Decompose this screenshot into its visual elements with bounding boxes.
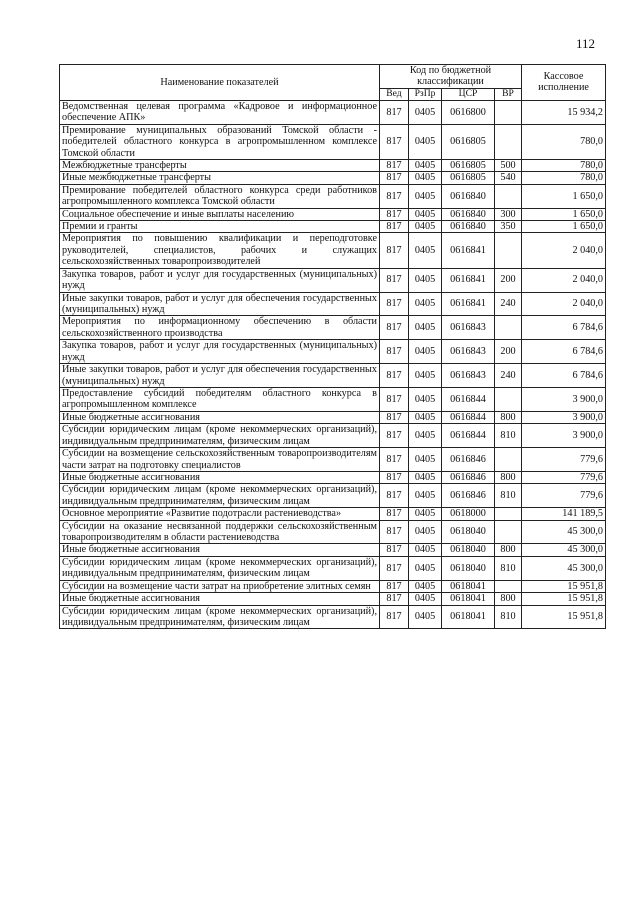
cell-name: Социальное обеспечение и иные выплаты населению [60, 208, 380, 220]
cell-ved: 817 [380, 593, 409, 605]
table-row [60, 184, 606, 208]
cell-rzpr: 0405 [409, 484, 442, 508]
table-row [60, 520, 606, 544]
header-rzpr: РзПр [409, 88, 442, 100]
cell-ved: 817 [380, 340, 409, 364]
cell-vr: 810 [495, 556, 522, 580]
table-row [60, 556, 606, 580]
cell-rzpr: 0405 [409, 100, 442, 124]
table-row [60, 124, 606, 159]
cell-vr [495, 184, 522, 208]
cell-vr [495, 387, 522, 411]
cell-rzpr: 0405 [409, 471, 442, 483]
cell-vr: 800 [495, 471, 522, 483]
cell-csr: 0618000 [442, 508, 495, 520]
cell-vr: 800 [495, 593, 522, 605]
cell-ved: 817 [380, 424, 409, 448]
cell-rzpr: 0405 [409, 316, 442, 340]
cell-csr: 0616844 [442, 387, 495, 411]
header-cash: Кассовое исполнение [522, 65, 606, 101]
cell-ved: 817 [380, 484, 409, 508]
cell-amount: 780,0 [522, 159, 606, 171]
cell-ved: 817 [380, 508, 409, 520]
cell-rzpr: 0405 [409, 159, 442, 171]
cell-csr: 0616841 [442, 292, 495, 316]
cell-name: Предоставление субсидий победителям областного конкурса в агропромышленном комплексе [60, 387, 380, 411]
cell-ved: 817 [380, 124, 409, 159]
cell-rzpr: 0405 [409, 411, 442, 423]
cell-amount: 780,0 [522, 172, 606, 184]
cell-csr: 0616843 [442, 316, 495, 340]
cell-amount: 6 784,6 [522, 364, 606, 388]
cell-rzpr: 0405 [409, 184, 442, 208]
table-row [60, 508, 606, 520]
cell-ved: 817 [380, 184, 409, 208]
cell-vr: 810 [495, 484, 522, 508]
table-row [60, 484, 606, 508]
cell-name: Иные бюджетные ассигнования [60, 471, 380, 483]
table-row [60, 605, 606, 629]
cell-vr: 300 [495, 208, 522, 220]
table-row [60, 411, 606, 423]
cell-rzpr: 0405 [409, 424, 442, 448]
cell-vr: 350 [495, 221, 522, 233]
cell-ved: 817 [380, 544, 409, 556]
cell-ved: 817 [380, 221, 409, 233]
cell-amount: 15 951,8 [522, 580, 606, 592]
cell-vr: 810 [495, 424, 522, 448]
cell-name: Мероприятия по информационному обеспечению в области сельскохозяйственного производства [60, 316, 380, 340]
table-row [60, 221, 606, 233]
header-vr: ВР [495, 88, 522, 100]
table-row [60, 471, 606, 483]
cell-ved: 817 [380, 172, 409, 184]
table-row [60, 593, 606, 605]
cell-vr: 540 [495, 172, 522, 184]
cell-amount: 15 951,8 [522, 593, 606, 605]
cell-amount: 6 784,6 [522, 340, 606, 364]
cell-csr: 0616805 [442, 159, 495, 171]
cell-vr [495, 124, 522, 159]
table-row [60, 316, 606, 340]
cell-rzpr: 0405 [409, 221, 442, 233]
cell-ved: 817 [380, 520, 409, 544]
cell-ved: 817 [380, 292, 409, 316]
cell-name: Иные бюджетные ассигнования [60, 544, 380, 556]
cell-name: Мероприятия по повышению квалификации и переподготовке руководителей, специалистов, рабочих и служащих сельскохозяйственных товаропроизводителей [60, 233, 380, 268]
cell-csr: 0616846 [442, 448, 495, 472]
cell-amount: 779,6 [522, 471, 606, 483]
cell-name: Закупка товаров, работ и услуг для государственных (муниципальных) нужд [60, 268, 380, 292]
cell-rzpr: 0405 [409, 172, 442, 184]
table-row [60, 159, 606, 171]
cell-name: Иные бюджетные ассигнования [60, 411, 380, 423]
cell-rzpr: 0405 [409, 593, 442, 605]
table-row [60, 387, 606, 411]
cell-vr [495, 233, 522, 268]
cell-csr: 0616840 [442, 208, 495, 220]
cell-rzpr: 0405 [409, 208, 442, 220]
cell-csr: 0618041 [442, 605, 495, 629]
cell-name: Субсидии юридическим лицам (кроме некоммерческих организаций), индивидуальным предпринимателям, физическим лицам [60, 484, 380, 508]
table-row [60, 100, 606, 124]
cell-amount: 779,6 [522, 484, 606, 508]
table-row [60, 292, 606, 316]
cell-vr: 810 [495, 605, 522, 629]
cell-amount: 1 650,0 [522, 221, 606, 233]
cell-name: Премирование победителей областного конкурса среди работников агропромышленного комплекса Томской области [60, 184, 380, 208]
cell-rzpr: 0405 [409, 448, 442, 472]
cell-csr: 0618041 [442, 593, 495, 605]
cell-csr: 0616844 [442, 411, 495, 423]
cell-amount: 1 650,0 [522, 208, 606, 220]
cell-amount: 3 900,0 [522, 411, 606, 423]
cell-vr: 500 [495, 159, 522, 171]
cell-rzpr: 0405 [409, 605, 442, 629]
cell-csr: 0616844 [442, 424, 495, 448]
cell-rzpr: 0405 [409, 544, 442, 556]
cell-amount: 6 784,6 [522, 316, 606, 340]
cell-rzpr: 0405 [409, 292, 442, 316]
cell-name: Иные межбюджетные трансферты [60, 172, 380, 184]
cell-vr [495, 508, 522, 520]
cell-name: Иные бюджетные ассигнования [60, 593, 380, 605]
cell-name: Субсидии на возмещение части затрат на приобретение элитных семян [60, 580, 380, 592]
cell-rzpr: 0405 [409, 520, 442, 544]
cell-rzpr: 0405 [409, 387, 442, 411]
table-row [60, 268, 606, 292]
cell-vr [495, 316, 522, 340]
table-row [60, 340, 606, 364]
cell-ved: 817 [380, 159, 409, 171]
cell-ved: 817 [380, 268, 409, 292]
cell-csr: 0618040 [442, 520, 495, 544]
cell-amount: 3 900,0 [522, 387, 606, 411]
table-row [60, 233, 606, 268]
cell-rzpr: 0405 [409, 580, 442, 592]
cell-ved: 817 [380, 316, 409, 340]
header-code-group: Код по бюджетной классификации [380, 65, 522, 89]
cell-rzpr: 0405 [409, 340, 442, 364]
cell-amount: 141 189,5 [522, 508, 606, 520]
cell-rzpr: 0405 [409, 268, 442, 292]
header-csr: ЦСР [442, 88, 495, 100]
cell-ved: 817 [380, 605, 409, 629]
cell-ved: 817 [380, 411, 409, 423]
table-row [60, 448, 606, 472]
cell-csr: 0616800 [442, 100, 495, 124]
table-row [60, 580, 606, 592]
cell-csr: 0616846 [442, 471, 495, 483]
cell-name: Субсидии юридическим лицам (кроме некоммерческих организаций), индивидуальным предпринимателям, физическим лицам [60, 605, 380, 629]
table-row [60, 172, 606, 184]
cell-ved: 817 [380, 448, 409, 472]
cell-vr: 240 [495, 364, 522, 388]
cell-name: Иные закупки товаров, работ и услуг для обеспечения государственных (муниципальных) нужд [60, 364, 380, 388]
cell-amount: 780,0 [522, 124, 606, 159]
cell-amount: 3 900,0 [522, 424, 606, 448]
cell-vr: 800 [495, 411, 522, 423]
page-number: 112 [575, 36, 595, 51]
cell-csr: 0616846 [442, 484, 495, 508]
cell-vr [495, 100, 522, 124]
cell-csr: 0616841 [442, 233, 495, 268]
cell-rzpr: 0405 [409, 556, 442, 580]
table-row [60, 208, 606, 220]
cell-name: Иные закупки товаров, работ и услуг для обеспечения государственных (муниципальных) нужд [60, 292, 380, 316]
cell-csr: 0618040 [442, 544, 495, 556]
cell-vr [495, 580, 522, 592]
table-row [60, 364, 606, 388]
header-ved: Вед [380, 88, 409, 100]
cell-amount: 15 951,8 [522, 605, 606, 629]
cell-csr: 0616840 [442, 221, 495, 233]
cell-rzpr: 0405 [409, 508, 442, 520]
cell-name: Субсидии на оказание несвязанной поддержки сельскохозяйственным товаропроизводителям в области растениеводства [60, 520, 380, 544]
cell-name: Субсидии юридическим лицам (кроме некоммерческих организаций), индивидуальным предпринимателям, физическим лицам [60, 424, 380, 448]
cell-ved: 817 [380, 556, 409, 580]
cell-ved: 817 [380, 364, 409, 388]
cell-vr: 240 [495, 292, 522, 316]
cell-name: Субсидии на возмещение сельскохозяйственным товаропроизводителям части затрат на подготовку специалистов [60, 448, 380, 472]
cell-amount: 2 040,0 [522, 292, 606, 316]
cell-ved: 817 [380, 233, 409, 268]
cell-rzpr: 0405 [409, 233, 442, 268]
cell-csr: 0618040 [442, 556, 495, 580]
cell-csr: 0616805 [442, 124, 495, 159]
cell-ved: 817 [380, 100, 409, 124]
cell-amount: 45 300,0 [522, 520, 606, 544]
cell-vr [495, 448, 522, 472]
cell-ved: 817 [380, 387, 409, 411]
cell-csr: 0616843 [442, 340, 495, 364]
cell-name: Закупка товаров, работ и услуг для государственных (муниципальных) нужд [60, 340, 380, 364]
cell-ved: 817 [380, 471, 409, 483]
table-row [60, 424, 606, 448]
cell-vr: 200 [495, 340, 522, 364]
cell-amount: 1 650,0 [522, 184, 606, 208]
cell-csr: 0616805 [442, 172, 495, 184]
cell-amount: 45 300,0 [522, 544, 606, 556]
cell-rzpr: 0405 [409, 364, 442, 388]
budget-table [59, 64, 606, 629]
cell-csr: 0616843 [442, 364, 495, 388]
cell-csr: 0618041 [442, 580, 495, 592]
cell-name: Межбюджетные трансферты [60, 159, 380, 171]
cell-rzpr: 0405 [409, 124, 442, 159]
cell-amount: 45 300,0 [522, 556, 606, 580]
cell-csr: 0616840 [442, 184, 495, 208]
cell-amount: 2 040,0 [522, 268, 606, 292]
header-name: Наименование показателей [60, 65, 380, 101]
table-row [60, 544, 606, 556]
cell-csr: 0616841 [442, 268, 495, 292]
cell-name: Премирование муниципальных образований Томской области - победителей областного конкурса в агропромышленном комплексе Томской области [60, 124, 380, 159]
cell-ved: 817 [380, 580, 409, 592]
cell-vr: 800 [495, 544, 522, 556]
cell-vr [495, 520, 522, 544]
cell-vr: 200 [495, 268, 522, 292]
cell-name: Ведомственная целевая программа «Кадровое и информационное обеспечение АПК» [60, 100, 380, 124]
cell-amount: 15 934,2 [522, 100, 606, 124]
cell-ved: 817 [380, 208, 409, 220]
cell-name: Премии и гранты [60, 221, 380, 233]
cell-name: Основное мероприятие «Развитие подотрасли растениеводства» [60, 508, 380, 520]
cell-name: Субсидии юридическим лицам (кроме некоммерческих организаций), индивидуальным предпринимателям, физическим лицам [60, 556, 380, 580]
cell-amount: 2 040,0 [522, 233, 606, 268]
cell-amount: 779,6 [522, 448, 606, 472]
table-body [60, 100, 606, 629]
